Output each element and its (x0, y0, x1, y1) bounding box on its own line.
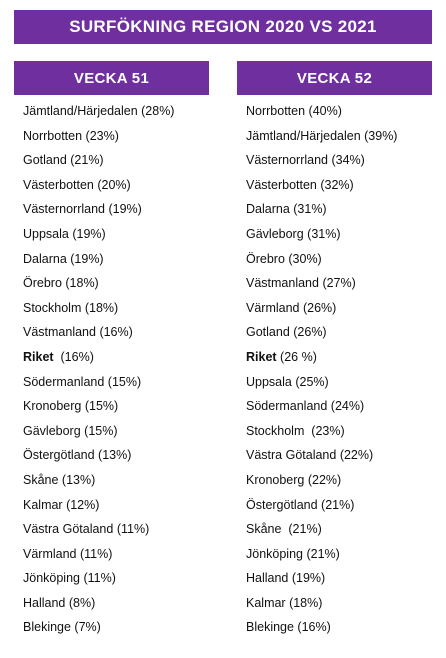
region-name: Västernorrland (246, 153, 328, 168)
list-item (14, 197, 209, 222)
list-item (14, 615, 209, 640)
region-name: Skåne (23, 472, 59, 487)
list-item (14, 542, 209, 567)
region-percentage: (27%) (318, 276, 356, 291)
list-item (14, 394, 209, 419)
list-item (14, 370, 209, 395)
region-name: Östergötland (246, 497, 318, 512)
region-name: Västmanland (246, 276, 319, 291)
list-item (237, 148, 432, 173)
list-item (237, 370, 432, 395)
region-name: Norrbotten (246, 104, 306, 118)
region-name: Värmland (246, 300, 300, 315)
region-percentage: (32%) (316, 177, 354, 192)
list-item (237, 394, 432, 419)
region-percentage: (31%) (289, 202, 327, 217)
region-name: Södermanland (23, 374, 105, 389)
region-name: Östergötland (23, 448, 95, 463)
region-name: Kalmar (246, 595, 286, 610)
list-item (14, 173, 209, 198)
list-item (237, 615, 432, 640)
list-item (237, 197, 432, 222)
list-item (14, 320, 209, 345)
list-item (237, 345, 432, 370)
region-name: Dalarna (246, 202, 290, 217)
region-percentage: (19%) (288, 571, 326, 586)
list-item (237, 99, 432, 124)
page-title-text: SURFÖKNING REGION 2020 VS 2021 (69, 17, 377, 36)
region-name: Västerbotten (246, 177, 317, 192)
list-item (14, 591, 209, 616)
region-percentage: (24%) (327, 399, 365, 414)
region-percentage: (22%) (304, 472, 342, 487)
region-percentage: (26%) (299, 300, 337, 315)
list-item (237, 468, 432, 493)
list-item (14, 222, 209, 247)
list-item (237, 271, 432, 296)
region-name: Kalmar (23, 497, 63, 512)
list-item (14, 419, 209, 444)
region-percentage: (34%) (328, 153, 365, 168)
region-percentage: (11%) (80, 571, 116, 586)
region-percentage: (18%) (61, 276, 99, 291)
region-name: Kronoberg (246, 472, 305, 487)
list-item (14, 148, 209, 173)
region-name: Jönköping (23, 571, 80, 586)
list-item (237, 296, 432, 321)
region-name: Jämtland/Härjedalen (246, 128, 361, 143)
region-name: Västmanland (23, 325, 96, 340)
region-percentage: (23%) (82, 128, 119, 143)
region-percentage: (11%) (76, 546, 113, 561)
list-item (14, 468, 209, 493)
region-name: Halland (23, 595, 66, 610)
column-header-week-51 (14, 61, 209, 95)
region-name: Örebro (246, 251, 285, 266)
region-name: Stockholm (23, 300, 82, 315)
ranking-list-week-52 (237, 99, 432, 640)
region-percentage: (23%) (304, 423, 345, 438)
page-title (14, 10, 432, 44)
region-percentage: (15%) (80, 423, 118, 438)
list-item (14, 566, 209, 591)
region-percentage: (19%) (66, 251, 104, 266)
region-percentage: (13%) (94, 448, 132, 463)
list-item (14, 493, 209, 518)
region-percentage: (16%) (53, 349, 94, 364)
region-percentage: (21%) (303, 546, 340, 561)
list-item (14, 517, 209, 542)
column-week-51 (14, 61, 209, 640)
region-percentage: (22%) (336, 448, 374, 463)
region-percentage: (21%) (281, 522, 322, 537)
region-name: Örebro (23, 276, 62, 291)
list-item (237, 542, 432, 567)
list-item (14, 271, 209, 296)
region-name: Riket (23, 349, 54, 364)
list-item (237, 419, 432, 444)
region-percentage: (8%) (65, 595, 96, 610)
region-percentage: (16%) (293, 620, 331, 635)
region-name: Blekinge (246, 620, 294, 635)
region-percentage: (15%) (104, 374, 142, 389)
region-percentage: (30%) (284, 251, 322, 266)
region-percentage: (26%) (289, 325, 327, 340)
list-item (14, 124, 209, 149)
region-percentage: (13%) (58, 472, 96, 487)
region-name: Riket (246, 349, 277, 364)
region-name: Västernorrland (23, 202, 105, 217)
region-percentage: (39%) (360, 128, 398, 143)
region-percentage: (11%) (113, 522, 150, 537)
list-item (14, 99, 209, 124)
region-name: Västra Götaland (246, 448, 337, 463)
list-item (237, 493, 432, 518)
list-item (237, 173, 432, 198)
region-name: Kronoberg (23, 399, 82, 414)
region-name: Blekinge (23, 620, 71, 635)
column-week-52 (237, 61, 432, 640)
region-name: Gävleborg (246, 226, 304, 241)
region-name: Gotland (246, 325, 290, 340)
region-percentage: (21%) (317, 497, 355, 512)
list-item (14, 443, 209, 468)
list-item (237, 222, 432, 247)
region-name: Halland (246, 571, 289, 586)
region-percentage: (19%) (68, 226, 106, 241)
region-name: Skåne (246, 522, 282, 537)
region-percentage: (19%) (105, 202, 142, 217)
region-name: Dalarna (23, 251, 67, 266)
region-name: Gotland (23, 153, 67, 168)
region-percentage: (12%) (62, 497, 100, 512)
column-header-label: VECKA 52 (296, 69, 373, 87)
region-name: Värmland (23, 546, 77, 561)
region-percentage: (28%) (137, 104, 175, 118)
region-percentage: (21%) (66, 153, 104, 168)
column-header-week-52 (237, 61, 432, 95)
region-percentage: (7%) (70, 620, 101, 635)
list-item (14, 296, 209, 321)
list-item (237, 124, 432, 149)
column-header-label: VECKA 51 (73, 69, 150, 87)
region-name: Stockholm (246, 423, 305, 438)
list-item (14, 247, 209, 272)
region-percentage: (18%) (285, 595, 323, 610)
list-item (237, 517, 432, 542)
region-name: Uppsala (246, 374, 292, 389)
list-item (237, 247, 432, 272)
region-percentage: (20%) (93, 177, 131, 192)
region-percentage: (26 %) (276, 349, 317, 364)
region-name: Västra Götaland (23, 522, 114, 537)
region-name: Jämtland/Härjedalen (23, 104, 138, 118)
region-name: Södermanland (246, 399, 328, 414)
region-name: Uppsala (23, 226, 69, 241)
list-item (237, 443, 432, 468)
ranking-list-week-51 (14, 99, 209, 640)
region-percentage: (18%) (81, 300, 119, 315)
region-name: Jönköping (246, 546, 303, 561)
list-item (237, 320, 432, 345)
list-item (14, 345, 209, 370)
region-percentage: (40%) (305, 104, 342, 118)
region-name: Gävleborg (23, 423, 81, 438)
list-item (237, 591, 432, 616)
list-item (237, 566, 432, 591)
region-name: Västerbotten (23, 177, 94, 192)
region-percentage: (16%) (95, 325, 133, 340)
region-percentage: (31%) (303, 226, 341, 241)
region-percentage: (15%) (81, 399, 119, 414)
region-name: Norrbotten (23, 128, 83, 143)
region-percentage: (25%) (291, 374, 329, 389)
